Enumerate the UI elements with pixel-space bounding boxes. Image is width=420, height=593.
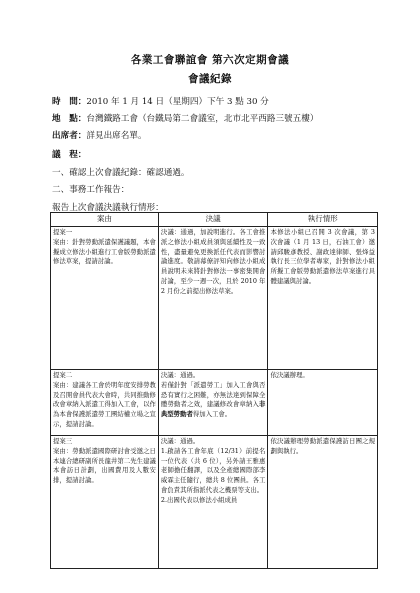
agenda-item-1: 一、確認上次會議紀錄：確認通過。 [52, 168, 190, 178]
case-cell: 提案一 案由：針對勞動派遣保護議題，本會擬成立修法小組進行工會版勞動派遣修法草案，提請討論。 [51, 227, 159, 370]
case-cell: 提案二 案由：建議各工會於明年度安排勞教及召開會員代表大會時，共同推動修改會章納入派遣工得加入工會，以作為本會保護派遣勞工團結權立場之宣示，提請討論。 [51, 370, 159, 436]
agenda-heading: 議 程： [52, 150, 87, 160]
status-cell: 本修法小組已召開 3 次會議，第 3 次會議（1 月 13 日，石油工會）邀請邱駿彥教授、謝政達律師、張烽益執行長三位學者專家，針對修法小組所擬工會版勞動派遣修法草案進行具體建議與討論。 [268, 227, 378, 370]
meeting-attendees-label: 出席者： [52, 131, 87, 141]
resolution-table [50, 212, 378, 569]
decision-cell: 決議：通過，加說明進行。各工會推派之修法小組成員須與延續性及一致性，盡量避免更換派任代表而影響討論進度。敬請幕僚評知向修法小組成員說明未來將針對修法一事密集開會討論，至少一週一次，且於 2010 年 2 月份之前提出修法草案。 [158, 227, 268, 370]
meeting-place-label: 地 點： [52, 114, 87, 124]
agenda-item-2: 二、事務工作報告： [52, 185, 130, 195]
column-header-case: 案由 [51, 213, 159, 227]
meeting-time-value: 2010 年 1 月 14 日（星期四）下午 3 點 30 分 [86, 97, 269, 107]
document-subtitle: 會議紀錄 [188, 73, 232, 85]
table-header-row [51, 213, 378, 227]
decision-cell [158, 370, 268, 436]
decision-text: 決議：通過。 若僅針對「派遣勞工」加入工會與否恐有實行之困難，亦無法達到保障全體勞動者之效，建議修改會章納入 [160, 371, 266, 409]
decision-text-end: 得加入工會。 [192, 410, 232, 419]
column-header-decision: 決議 [158, 213, 268, 227]
status-cell: 依決議辦理勞動派遣保護訪日團之規劃與執行。 [268, 436, 378, 569]
table-caption: 報告上次會議決議執行情形： [52, 203, 164, 213]
table-row [51, 370, 378, 436]
table-row [51, 227, 378, 370]
meeting-attendees [52, 130, 147, 142]
meeting-time [52, 96, 269, 108]
case-cell: 提案三 案由：勞動派遣國際研討會受邀之日本連合總研副所長龍井第二先生建議本會訪日計劃，出國費用及人數安排，提請討論。 [51, 436, 159, 569]
meeting-place [52, 113, 318, 125]
meeting-place-value: 台灣鐵路工會（台鐵局第二會議室，北市北平西路三號五樓） [86, 114, 319, 124]
meeting-attendees-value: 詳見出席名單。 [86, 131, 147, 141]
meeting-time-label: 時 間： [52, 97, 87, 107]
column-header-status: 執行情形 [268, 213, 378, 227]
decision-emphasis: 非典型勞動者 [160, 400, 266, 419]
document-title: 各業工會聯誼會 第六次定期會議 [130, 54, 290, 66]
decision-cell: 決議：通過。 1.啟請各工會年底（12/31）前提名一位代表（共 6 位），另外請王雅惠老師擔任翻譯，以及全產總國際部李威霖主任隨行，總共 8 位團員。各工會負責其所指派代表之機票等支出。 2.出國代表以修法小組成員 [158, 436, 268, 569]
table-row [51, 436, 378, 569]
status-cell: 依決議辦理。 [268, 370, 378, 436]
